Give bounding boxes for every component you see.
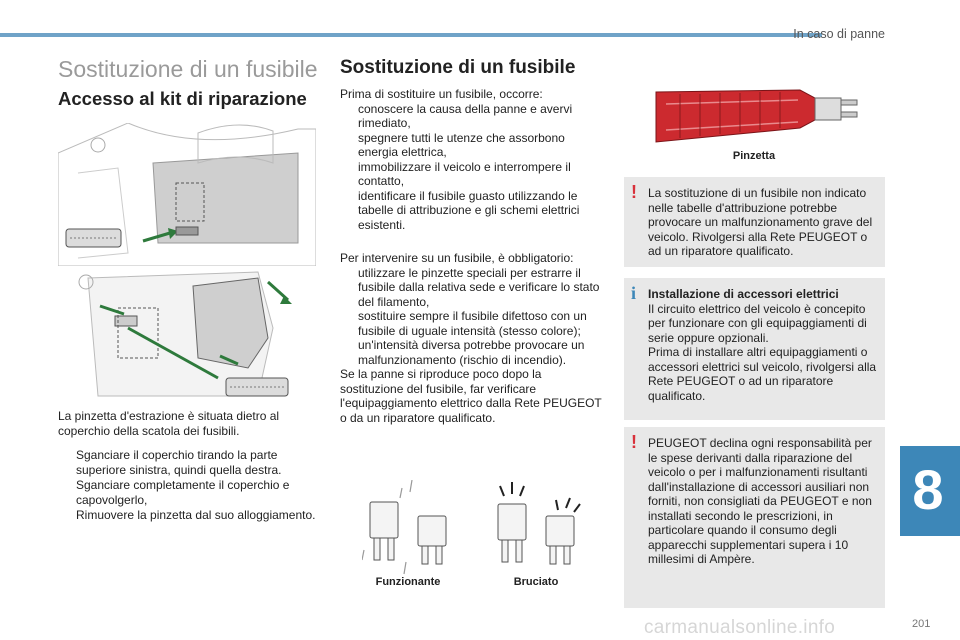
mandatory-section: [340, 251, 602, 425]
section-header: In caso di panne: [793, 27, 885, 41]
watermark: carmanualsonline.info: [644, 617, 836, 638]
info-box: [624, 278, 885, 420]
page-number: 201: [912, 618, 931, 630]
list-item: utilizzare le pinzette speciali per estrarre il fusibile dalla relativa sede e verificare lo stato del filamento,: [358, 265, 600, 309]
warning-icon: !: [631, 182, 637, 202]
intro-text: Per intervenire su un fusibile, è obbligatorio:: [340, 251, 574, 265]
page-title: Sostituzione di un fusibile: [58, 56, 318, 82]
cover-steps-list: [58, 448, 320, 523]
dashboard-illustration: [58, 123, 316, 266]
list-item: conoscere la causa della panne e avervi rimediato,: [358, 101, 573, 130]
info-title: Installazione di accessori elettrici: [648, 287, 839, 301]
blown-label: Bruciato: [513, 576, 559, 588]
mandatory-list: [340, 266, 602, 368]
warning-icon: !: [631, 432, 637, 452]
blown-fuse-icon: [498, 504, 574, 564]
warning-box: [624, 177, 885, 267]
list-item: identificare il fusibile guasto utilizzando le tabelle di attribuzione e gli schemi elettrici esistenti.: [358, 188, 580, 232]
chapter-number: 8: [912, 458, 944, 521]
fuse-box-cover-illustration: [58, 268, 316, 400]
pincer-illustration: [650, 80, 860, 148]
list-item: Sganciare il coperchio tirando la parte superiore sinistra, quindi quella destra.: [76, 448, 282, 477]
pincer-label: Pinzetta: [732, 150, 776, 162]
warning-text: La sostituzione di un fusibile non indicato nelle tabelle d'attribuzione potrebbe provocare un malfunzionamento grave del veicolo. Rivolgersi alla Rete PEUGEOT o ad un riparatore qualificato.: [648, 186, 873, 258]
section-title: Sostituzione di un fusibile: [340, 57, 576, 78]
working-label: Funzionante: [375, 576, 441, 588]
top-rule: [0, 33, 822, 37]
liability-warning-box: [624, 427, 885, 608]
before-list: [340, 102, 602, 233]
list-item: sostituire sempre il fusibile difettoso con un fusibile di uguale intensità (stesso colore); un'intensità diversa potrebbe provocare un malfunzionamento (rischio di incendio).: [358, 309, 587, 367]
list-item: Sganciare completamente il coperchio e capovolgerlo,: [76, 478, 290, 507]
list-item: immobilizzare il veicolo e interrompere il contatto,: [358, 159, 571, 188]
warning-text: PEUGEOT declina ogni responsabilità per le spese derivanti dalla riparazione del veicolo o per i malfunzionamenti risultanti dall'installazione di accessori ausiliari non forniti, non consigliati da PEUGEOT e non installati secondo le prescrizioni, in particolare quando il consumo degli apparecchi supplementari supera i 10 millesimi di Ampère.: [648, 436, 872, 566]
outro-text: Se la panne si riproduce poco dopo la sostituzione del fusibile, far verificare l'equipaggiamento elettrico dalla Rete PEUGEOT o da un riparatore qualificato.: [340, 367, 602, 425]
pincer-location-caption: La pinzetta d'estrazione è situata dietro al coperchio della scatola dei fusibili.: [58, 409, 280, 438]
list-item: spegnere tutti le utenze che assorbono energia elettrica,: [358, 130, 565, 159]
info-icon: i: [631, 283, 637, 303]
section-subtitle: Accesso al kit di riparazione: [58, 88, 307, 109]
before-replacing-section: [340, 87, 602, 232]
working-fuse-icon: [370, 502, 446, 564]
list-item: Rimuovere la pinzetta dal suo alloggiamento.: [76, 508, 316, 522]
fuse-comparison-illustration: [362, 480, 602, 576]
info-text: Il circuito elettrico del veicolo è concepito per funzionare con gli equipaggiamenti di serie oppure opzionali. Prima di installare altri equipaggiamenti o accessori elettrici sul veicolo, rivolgersi alla Rete PEUGEOT o ad un riparatore qualificato.: [648, 301, 877, 403]
intro-text: Prima di sostituire un fusibile, occorre:: [340, 87, 543, 101]
